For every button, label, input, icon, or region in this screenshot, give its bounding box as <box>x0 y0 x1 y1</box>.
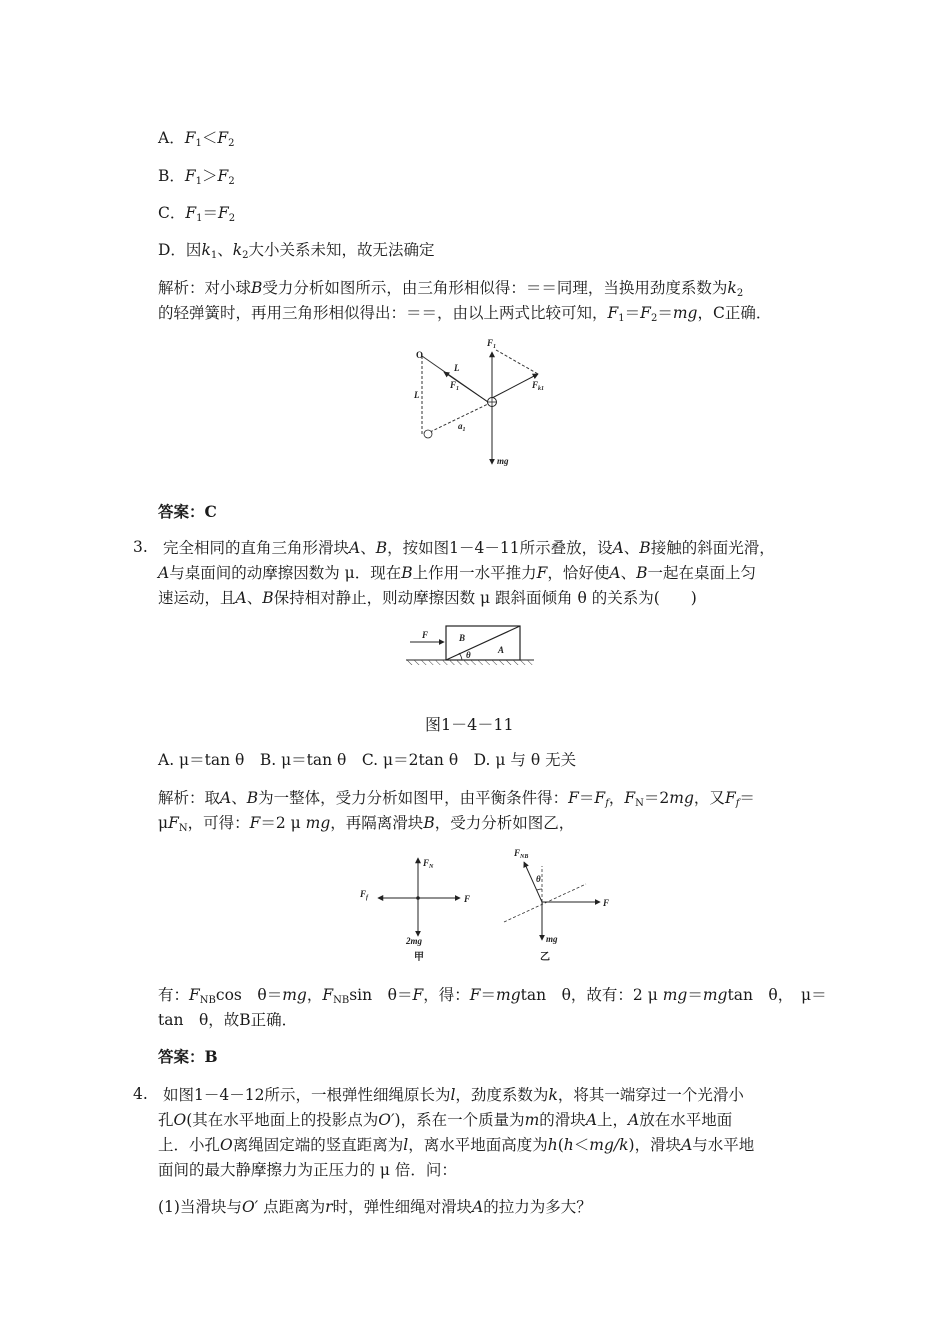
q3-options: A. μ＝tan θ B. μ＝tan θ C. μ＝2tan θ D. μ 与 θ 无关 <box>158 751 577 769</box>
figure-jia-forces <box>352 852 482 964</box>
q4-stem-line-2: 孔O(其在水平地面上的投影点为O′)，系在一个质量为m的滑块A上，A放在水平地面 <box>158 1111 733 1129</box>
label-f1-top: $F_1$ <box>487 338 497 350</box>
theta-arc <box>537 889 542 890</box>
label-f: F <box>464 894 471 904</box>
label-l-top: L <box>454 363 460 373</box>
label-f: F <box>603 898 610 908</box>
q3-analysis-line-2: $\mu F_N$，可得：F＝2 μ mg，再隔离滑块B，受力分析如图乙， <box>158 814 575 834</box>
label-ff: $F_f$ <box>360 889 369 901</box>
label-mg: mg <box>546 934 558 944</box>
q2-option-c: C．$F_1=F_2$ <box>158 204 236 224</box>
label-fn: $F_N$ <box>423 858 434 870</box>
dashed-incline <box>504 884 586 922</box>
label-theta: θ <box>466 650 471 660</box>
q2-option-a: A．$F_1<F_2$ <box>158 129 235 149</box>
label-a: A <box>498 645 505 655</box>
label-b: B <box>459 633 466 643</box>
q3-stem-line-1: 完全相同的直角三角形滑块A、B，按如图1－4－11所示叠放，设A、B接触的斜面光滑， <box>163 539 775 557</box>
label-l-left: L <box>414 390 420 400</box>
dashed-top-line <box>496 350 538 374</box>
label-theta: θ <box>536 874 541 884</box>
label-2mg: 2mg <box>406 936 423 946</box>
small-ball <box>424 430 432 438</box>
q2-analysis-line-1: 解析：对小球B受力分析如图所示，由三角形相似得：＝＝同理，当换用劲度系数为$k_2$ <box>158 279 744 299</box>
q3-stem-line-2: A与桌面间的动摩擦因数为 μ．现在B上作用一水平推力F，恰好使A、B一起在桌面上匀 <box>158 564 757 582</box>
label-yi: 乙 <box>540 952 550 963</box>
q2-answer: 答案：C <box>158 502 217 521</box>
q2-option-d: D．因$k_1$、$k_2$大小关系未知，故无法确定 <box>158 241 435 261</box>
label-f: F <box>422 630 429 640</box>
label-mg: mg <box>497 456 509 466</box>
q4-stem-line-1: 如图1－4－12所示，一根弹性细绳原长为l，劲度系数为k，将其一端穿过一个光滑小 <box>163 1086 744 1104</box>
q3-number: 3. <box>133 538 148 556</box>
q4-stem-line-4: 面间的最大静摩擦力为正压力的 μ 倍．问： <box>158 1161 457 1179</box>
ground-hatch <box>406 660 534 665</box>
figure-1-4-11-blocks <box>404 622 536 670</box>
q4-subquestion-1: (1)当滑块与O′ 点距离为r时，弹性细绳对滑块A的拉力为多大？ <box>158 1198 592 1216</box>
label-o: O <box>416 350 424 360</box>
label-fk1: $F_{k1}$ <box>532 380 545 392</box>
label-fnb: $F_{NB}$ <box>514 848 529 860</box>
figure-yi-forces <box>500 846 620 964</box>
q3-result-line-2: tan θ，故B正确． <box>158 1011 298 1029</box>
q4-number: 4. <box>133 1085 148 1103</box>
label-jia: 甲 <box>414 952 424 963</box>
q4-stem-line-3: 上．小孔O离绳固定端的竖直距离为l，离水平地面高度为h(h＜mg/k)，滑块A与水平地 <box>158 1136 755 1154</box>
q2-option-b: B．$F_1>F_2$ <box>158 167 235 187</box>
q2-analysis-line-2: 的轻弹簧时，再用三角形相似得出：＝＝，由以上两式比较可知，$F_1=F_2=mg$，C正确． <box>158 304 772 324</box>
q3-analysis-line-1: 解析：取A、B为一整体，受力分析如图甲，由平衡条件得：$F=F_f$，$F_N=2mg$，又$F_f=$ <box>158 789 755 809</box>
figure-caption: 图1－4－11 <box>425 715 514 734</box>
q3-answer: 答案：B <box>158 1047 218 1066</box>
figure-spring-ball-forces <box>408 332 558 472</box>
q3-stem-line-3: 速运动，且A、B保持相对静止，则动摩擦因数 μ 跟斜面倾角 θ 的关系为( ) <box>158 589 697 607</box>
label-a1: $a_1$ <box>458 421 466 433</box>
q3-result-line-1: 有：$F_{NB}\cos$ θ＝mg，$F_{NB}\sin$ θ＝F，得：F＝mgtan θ，故有：2 μ mg＝mgtan θ， μ＝ <box>158 986 827 1006</box>
label-f1: $F_1$ <box>450 380 460 392</box>
